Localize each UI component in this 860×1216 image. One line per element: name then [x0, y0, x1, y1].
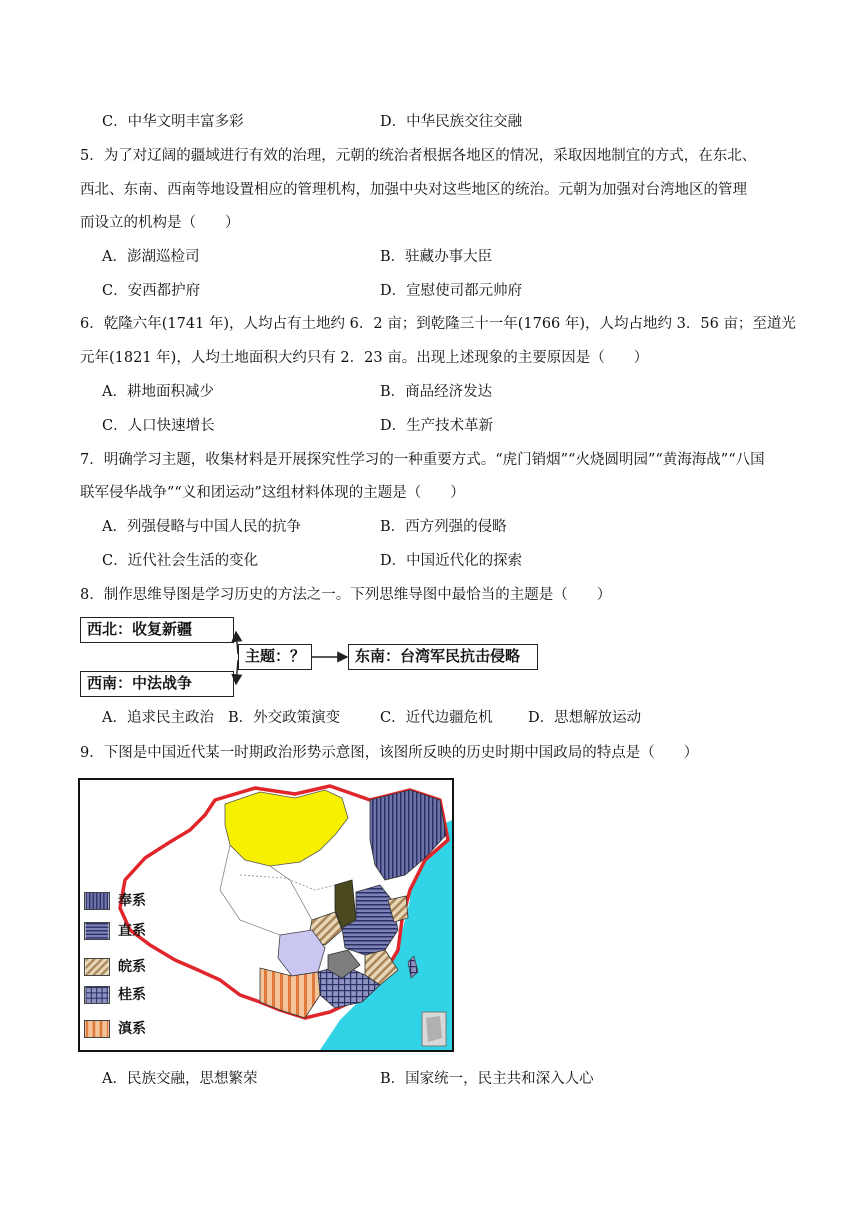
legend-label-dianxi: 滇系 — [118, 1021, 146, 1037]
q7-stem-line-1: 7．明确学习主题，收集材料是开展探究性学习的一种重要方式。“虎门销烟”“火烧圆明园”“黄海海战”“八国 — [80, 452, 765, 468]
legend-label-wanxi: 皖系 — [118, 959, 146, 975]
arrow-to-southwest — [236, 660, 238, 684]
legend-label-guixi: 桂系 — [118, 987, 146, 1003]
q8-option-d: D．思想解放运动 — [528, 710, 642, 726]
q5-option-c: C．安西都护府 — [102, 283, 201, 299]
q6-stem-line-2: 元年(1821 年)，人均土地面积大约只有 2．23 亩。出现上述现象的主要原因是（ ） — [80, 350, 649, 366]
q5-option-b: B．驻藏办事大臣 — [380, 249, 493, 265]
q5-stem-line-2: 西北、东南、西南等地设置相应的管理机构，加强中央对这些地区的统治。元朝为加强对台湾地区的管理 — [80, 182, 747, 198]
q9-option-b: B．国家统一，民主共和深入人心 — [380, 1071, 594, 1087]
mindmap-center-box: 主题：？ — [238, 644, 312, 670]
q4-option-c: C．中华文明丰富多彩 — [102, 114, 244, 130]
q9-stem: 9．下图是中国近代某一时期政治形势示意图，该图所反映的历史时期中国政局的特点是（ ） — [80, 745, 699, 761]
legend-swatch-zhixi — [84, 922, 110, 940]
mindmap-southwest-box: 西南：中法战争 — [80, 671, 234, 697]
q6-stem-line-1: 6．乾隆六年(1741 年)，人均占有土地约 6．2 亩；到乾隆三十一年(1766 年)，人均占地约 3．56 亩；至道光 — [80, 316, 796, 332]
legend-label-fengxi: 奉系 — [118, 893, 146, 909]
q8-option-b: B．外交政策演变 — [228, 710, 341, 726]
legend-swatch-fengxi — [84, 892, 110, 910]
q5-option-d: D．宣慰使司都元帅府 — [380, 283, 523, 299]
q5-stem-line-3: 而设立的机构是（ ） — [80, 215, 240, 231]
china-warlord-map — [80, 780, 452, 1050]
q7-stem-line-2: 联军侵华战争”“义和团运动”这组材料体现的主题是（ ） — [80, 485, 465, 501]
q7-option-d: D．中国近代化的探索 — [380, 553, 523, 569]
q7-option-c: C．近代社会生活的变化 — [102, 553, 259, 569]
q6-option-a: A．耕地面积减少 — [102, 384, 214, 400]
q4-option-d: D．中华民族交往交融 — [380, 114, 523, 130]
political-map — [78, 778, 454, 1052]
arrow-to-northwest — [236, 632, 238, 654]
q6-option-b: B．商品经济发达 — [380, 384, 493, 400]
q9-option-a: A．民族交融，思想繁荣 — [102, 1071, 258, 1087]
legend-swatch-dianxi — [84, 1020, 110, 1038]
q5-option-a: A．澎湖巡检司 — [102, 249, 200, 265]
q5-stem-line-1: 5．为了对辽阔的疆域进行有效的治理，元朝的统治者根据各地区的情况，采取因地制宜的方式，在东北、 — [80, 148, 757, 164]
q8-option-c: C．近代边疆危机 — [380, 710, 493, 726]
q8-option-a: A．追求民主政治 — [102, 710, 214, 726]
legend-swatch-wanxi — [84, 958, 110, 976]
q6-option-c: C．人口快速增长 — [102, 418, 215, 434]
q7-option-b: B．西方列强的侵略 — [380, 519, 507, 535]
q6-option-d: D．生产技术革新 — [380, 418, 494, 434]
legend-swatch-guixi — [84, 986, 110, 1004]
q7-option-a: A．列强侵略与中国人民的抗争 — [102, 519, 301, 535]
q8-stem: 8．制作思维导图是学习历史的方法之一。下列思维导图中最恰当的主题是（ ） — [80, 587, 612, 603]
mindmap-southeast-box: 东南：台湾军民抗击侵略 — [348, 644, 538, 670]
legend-label-zhixi: 直系 — [118, 923, 146, 939]
mindmap-northwest-box: 西北：收复新疆 — [80, 617, 234, 643]
